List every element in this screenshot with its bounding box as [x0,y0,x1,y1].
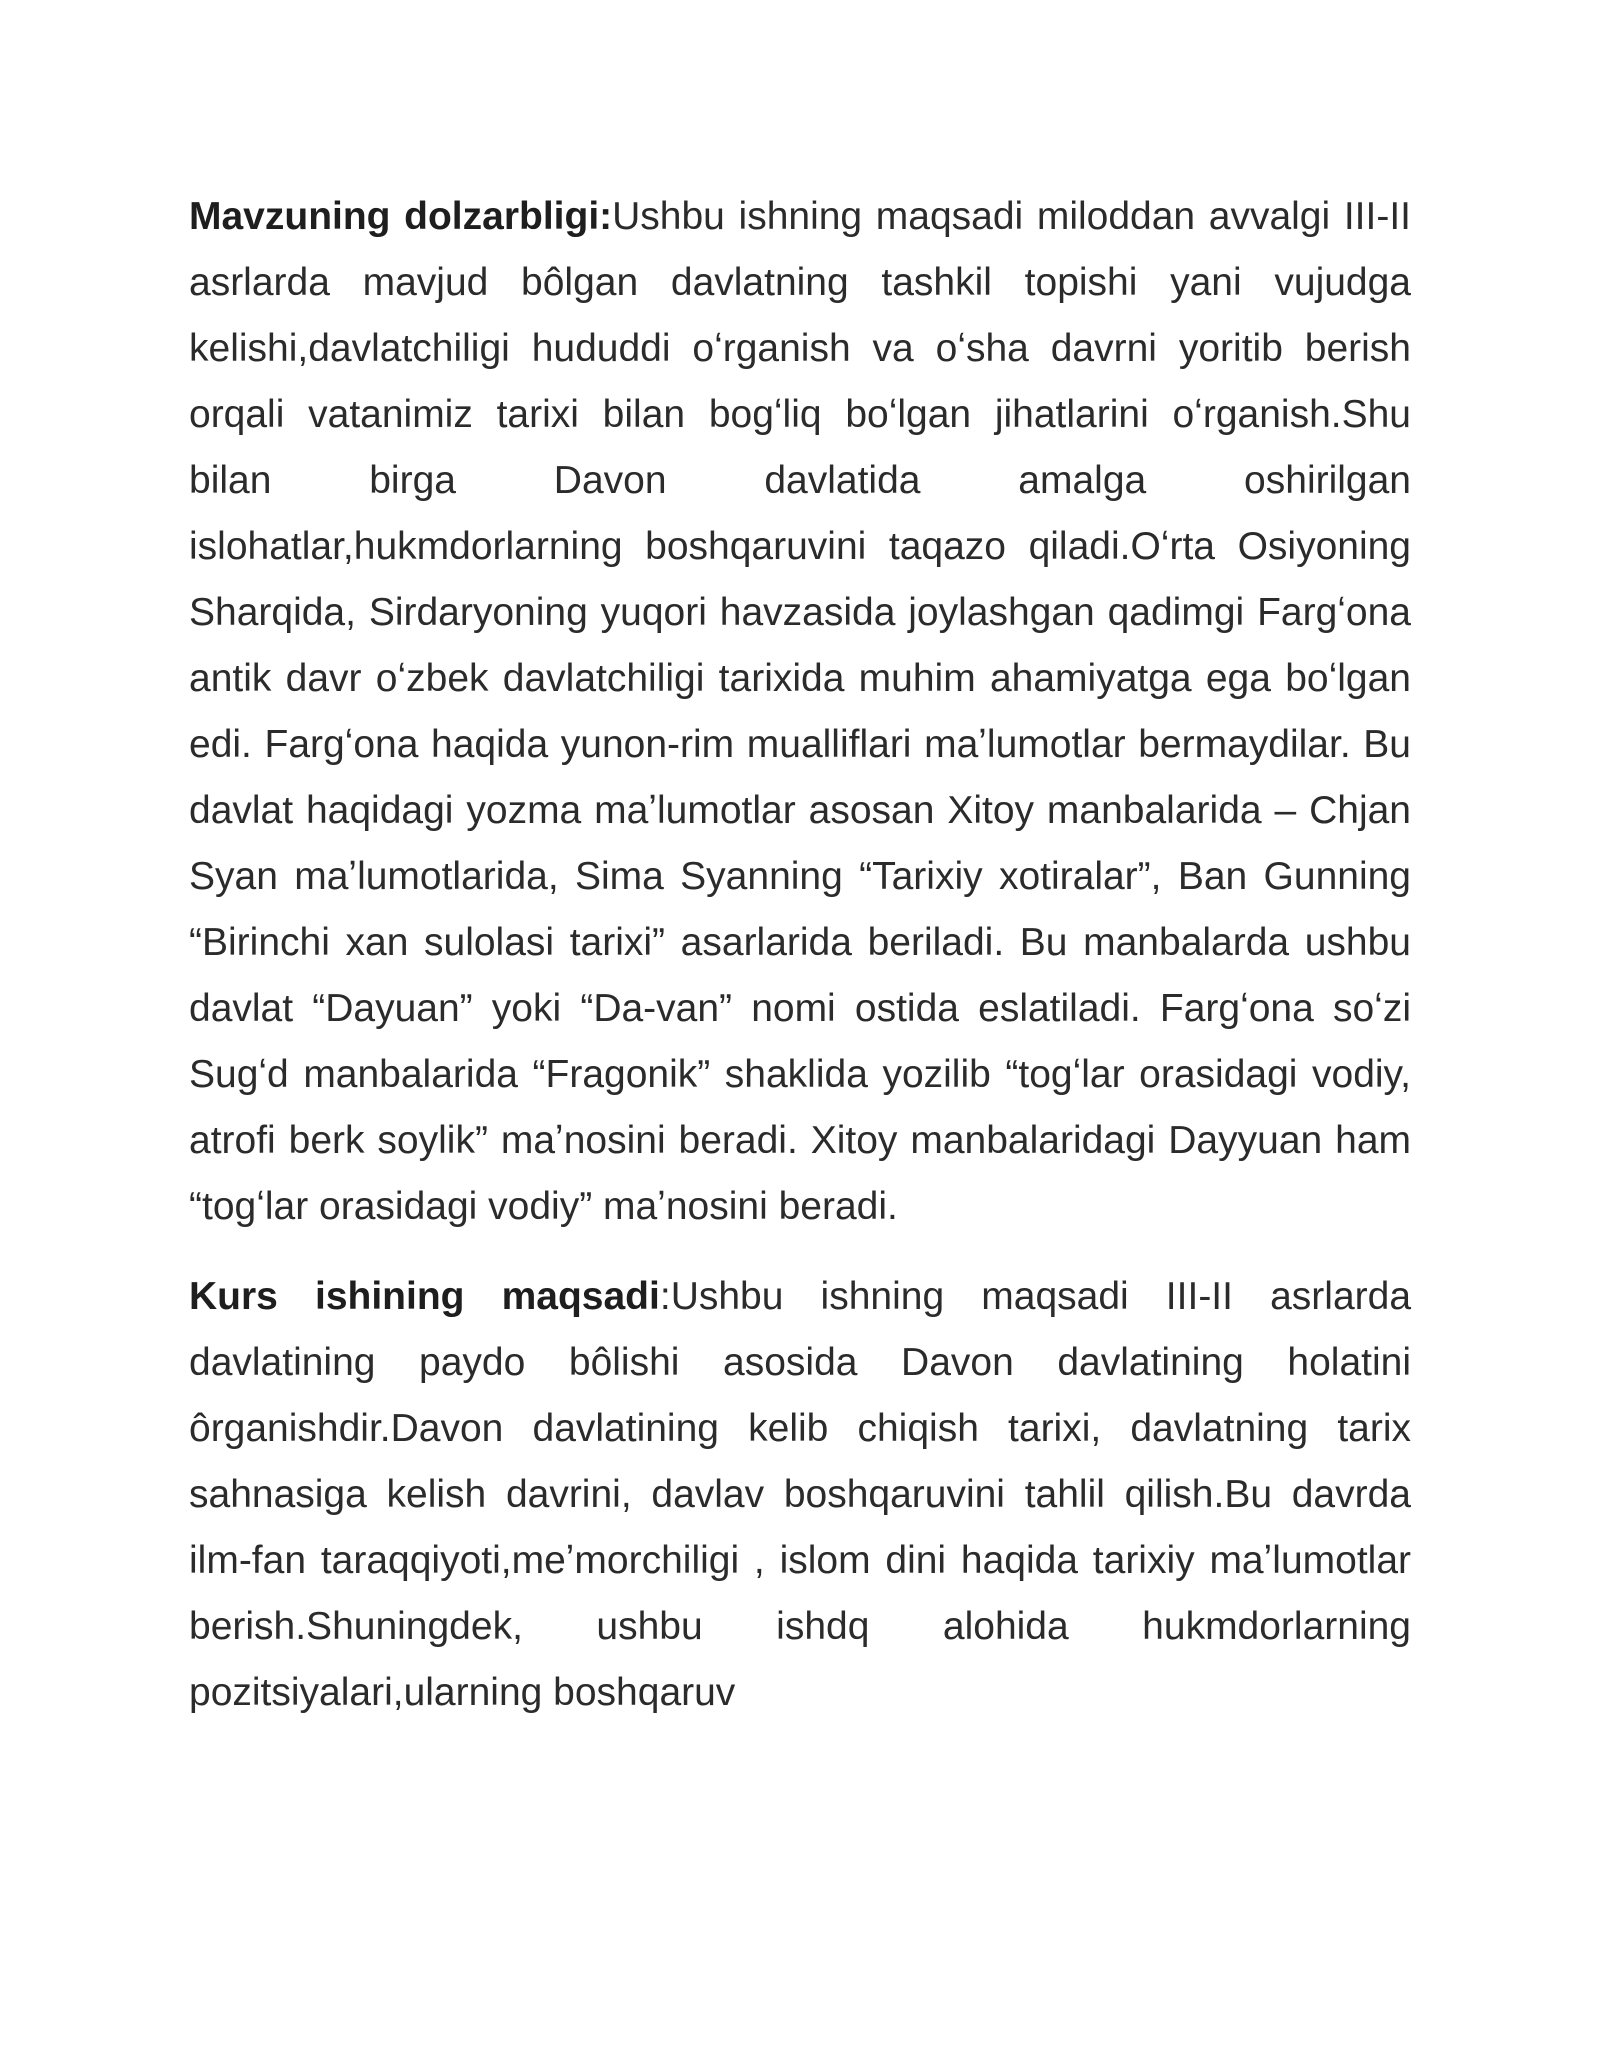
paragraph-heading-colon: : [659,1275,671,1318]
paragraph-heading: Mavzuning dolzarbligi: [189,195,613,238]
paragraph-heading: Kurs ishining maqsadi [189,1275,660,1318]
paragraph-purpose [189,1264,1411,1726]
paragraph-relevance [189,184,1411,1240]
paragraph-text: Ushbu ishning maqsadi miloddan avvalgi III-II asrlarda mavjud bôlgan davlatning tashkil topishi yani vujudga kelishi,davlatchiligi hududdi oʻrganish va oʻsha davrni yoritib berish orqali vatanimiz tarixi bilan bogʻliq boʻlgan jihatlarini oʻrganish.Shu bilan birga Davon davlatida amalga oshirilgan islohatlar,hukmdorlarning boshqaruvini taqazo qiladi.Oʻrta Osiyoning Sharqida, Sirdaryoning yuqori havzasida joylashgan qadimgi Fargʻona antik davr oʻzbek davlatchiligi tarixida muhim ahamiyatga ega boʻlgan edi. Fargʻona haqida yunon-rim mualliflari maʼlumotlar bermaydilar. Bu davlat haqidagi yozma maʼlumotlar asosan Xitoy manbalarida – Chjan Syan maʼlumotlarida, Sima Syanning “Tarixiy xotiralar”, Ban Gunning “Birinchi xan sulolasi tarixi” asarlarida beriladi. Bu manbalarda ushbu davlat “Dayuan” yoki “Da-van” nomi ostida eslatiladi. Fargʻona soʻzi Sugʻd manbalarida “Fragonik” shaklida yozilib “togʻlar orasidagi vodiy, atrofi berk soylik” maʼnosini beradi. Xitoy manbalaridagi Dayyuan ham “togʻlar orasidagi vodiy” maʼnosini beradi. [189,195,1411,1228]
document-body [189,184,1411,1726]
paragraph-text: Ushbu ishning maqsadi III-II asrlarda davlatining paydo bôlishi asosida Davon davlatining holatini ôrganishdir.Davon davlatining kelib chiqish tarixi, davlatning tarix sahnasiga kelish davrini, davlav boshqaruvini tahlil qilish.Bu davrda ilm-fan taraqqiyoti,meʼmorchiligi , islom dini haqida tarixiy maʼlumotlar berish.Shuningdek, ushbu ishdq alohida hukmdorlarning pozitsiyalari,ularning boshqaruv [189,1275,1412,1714]
